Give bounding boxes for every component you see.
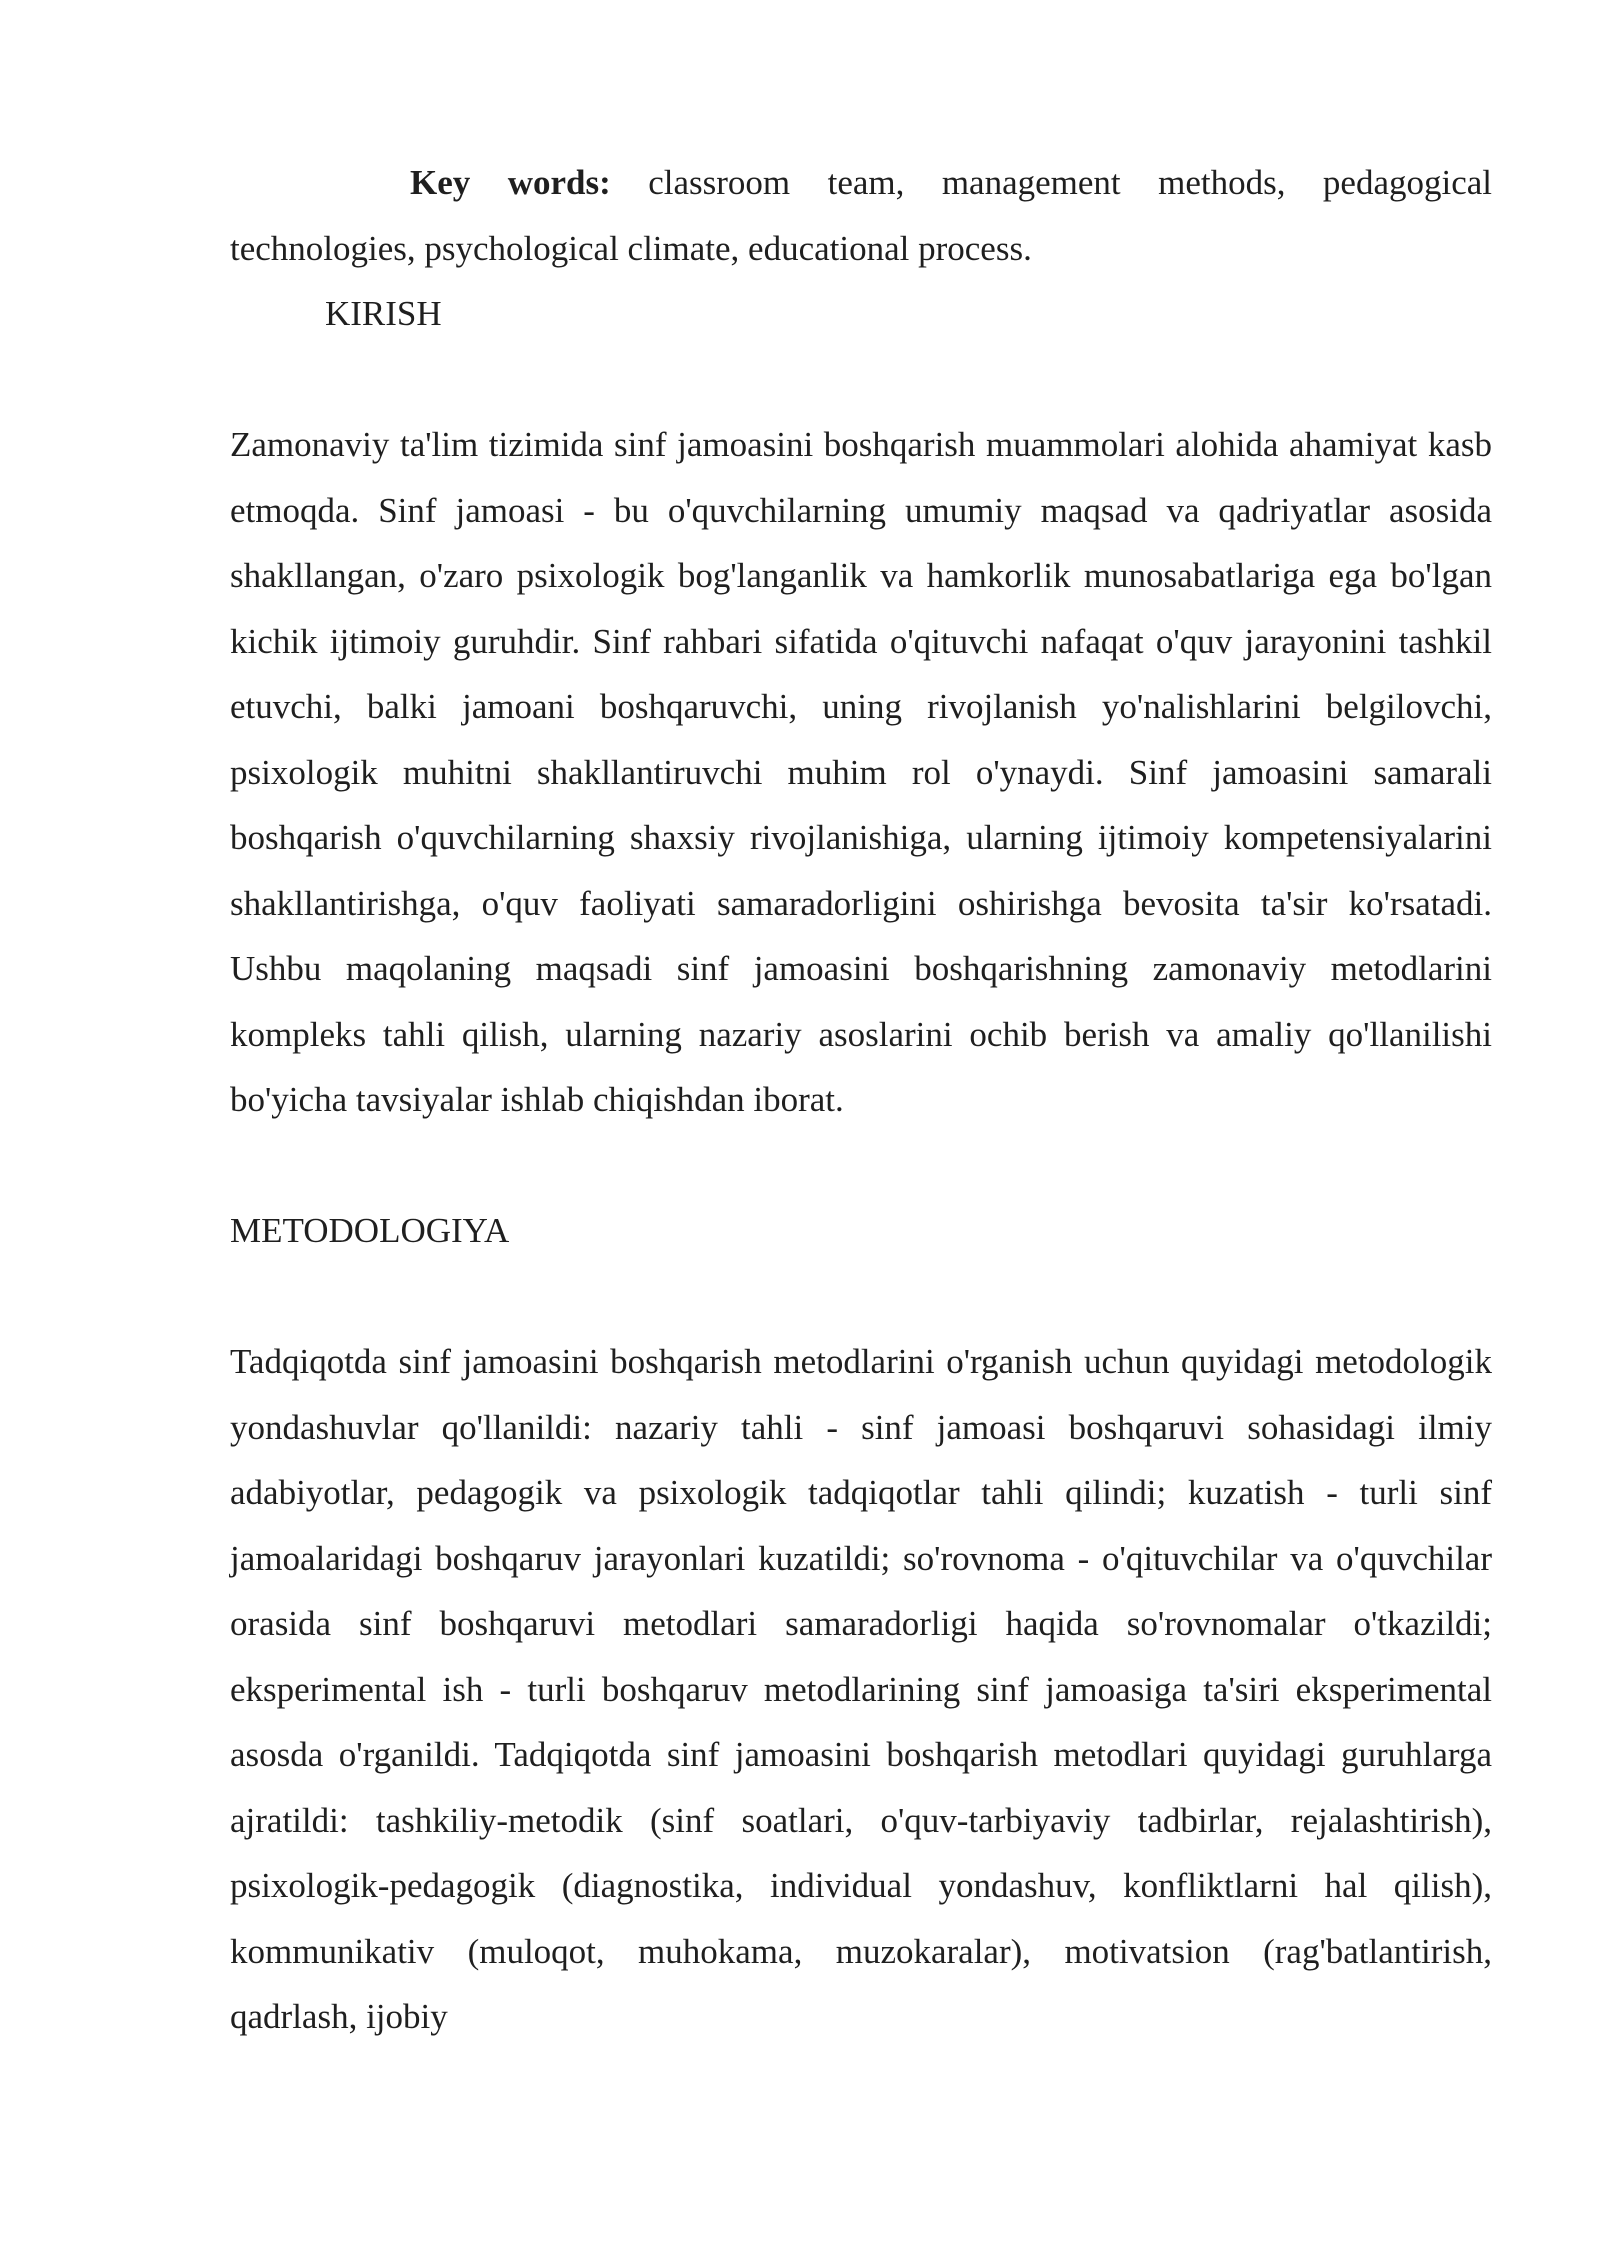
spacer bbox=[230, 1133, 1492, 1199]
keywords-text: classroom team, management methods, pedagogical technologies, psychological climate, educational process. bbox=[230, 163, 1493, 268]
kirish-paragraph: Zamonaviy ta'lim tizimida sinf jamoasini boshqarish muammolari alohida ahamiyat kasb etmoqda. Sinf jamoasi - bu o'quvchilarning umumiy maqsad va qadriyatlar asosida shakllangan, o'zaro psixologik bog'langanlik va hamkorlik munosabatlariga ega bo'lgan kichik ijtimoiy guruhdir. Sinf rahbari sifatida o'qituvchi nafaqat o'quv jarayonini tashkil etuvchi, balki jamoani boshqaruvchi, uning rivojlanish yo'nalishlarini belgilovchi, psixologik muhitni shakllantiruvchi muhim rol o'ynaydi. Sinf jamoasini samarali boshqarish o'quvchilarning shaxsiy rivojlanishiga, ularning ijtimoiy kompetensiyalarini shakllantirishga, o'quv faoliyati samaradorligini oshirishga bevosita ta'sir ko'rsatadi. Ushbu maqolaning maqsadi sinf jamoasini boshqarishning zamonaviy metodlarini kompleks tahli qilish, ularning nazariy asoslarini ochib berish va amaliy qo'llanilishi bo'yicha tavsiyalar ishlab chiqishdan iborat. bbox=[230, 425, 1492, 1119]
spacer bbox=[230, 1264, 1492, 1330]
metodologiya-paragraph: Tadqiqotda sinf jamoasini boshqarish metodlarini o'rganish uchun quyidagi metodologik yondashuvlar qo'llanildi: nazariy tahli - sinf jamoasi boshqaruvi sohasidagi ilmiy adabiyotlar, pedagogik va psixologik tadqiqotlar tahli qilindi; kuzatish - turli sinf jamoalaridagi boshqaruv jarayonlari kuzatildi; so'rovnoma - o'qituvchilar va o'quvchilar orasida sinf boshqaruvi metodlari samaradorligi haqida so'rovnomalar o'tkazildi; eksperimental ish - turli boshqaruv metodlarining sinf jamoasiga ta'siri eksperimental asosda o'rganildi. Tadqiqotda sinf jamoasini boshqarish metodlari quyidagi guruhlarga ajratildi: tashkiliy-metodik (sinf soatlari, o'quv-tarbiyaviy tadbirlar, rejalashtirish), psixologik-pedagogik (diagnostika, individual yondashuv, konfliktlarni hal qilish), kommunikativ (muloqot, muhokama, muzokaralar), motivatsion (rag'batlantirish, qadrlash, ijobiy bbox=[230, 1342, 1492, 2036]
section-heading-metodologiya: METODOLOGIYA bbox=[230, 1211, 510, 1250]
document-page bbox=[230, 150, 1492, 2050]
section-heading-kirish: KIRISH bbox=[325, 294, 442, 333]
keywords-label: Key words: bbox=[410, 163, 611, 202]
spacer bbox=[230, 347, 1492, 413]
keywords-paragraph bbox=[230, 150, 1492, 281]
